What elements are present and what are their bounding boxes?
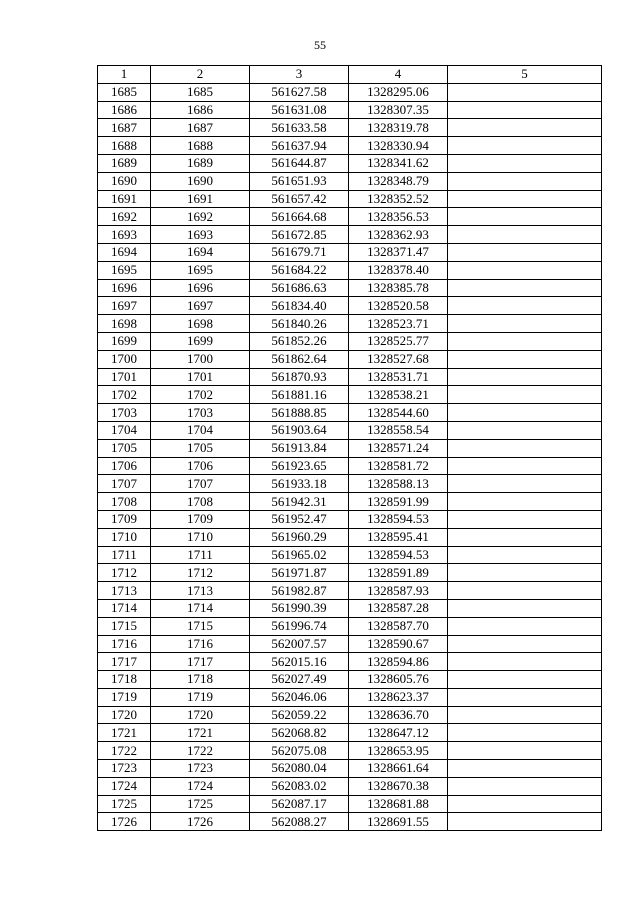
point-id-cell: 1692 <box>151 208 250 226</box>
point-number-cell: 1723 <box>98 760 151 778</box>
point-id-cell: 1701 <box>151 368 250 386</box>
table-row <box>98 671 602 689</box>
table-row <box>98 528 602 546</box>
x-coordinate-cell: 562068.82 <box>250 724 349 742</box>
y-coordinate-cell: 1328594.86 <box>349 653 448 671</box>
note-cell <box>448 386 602 404</box>
point-number-cell: 1710 <box>98 528 151 546</box>
y-coordinate-cell: 1328587.93 <box>349 582 448 600</box>
x-coordinate-cell: 562087.17 <box>250 795 349 813</box>
table-body <box>98 83 602 830</box>
table-row <box>98 208 602 226</box>
column-header-3: 3 <box>250 66 349 84</box>
y-coordinate-cell: 1328581.72 <box>349 457 448 475</box>
y-coordinate-cell: 1328348.79 <box>349 172 448 190</box>
note-cell <box>448 635 602 653</box>
x-coordinate-cell: 562007.57 <box>250 635 349 653</box>
point-id-cell: 1718 <box>151 671 250 689</box>
point-number-cell: 1716 <box>98 635 151 653</box>
note-cell <box>448 564 602 582</box>
point-number-cell: 1690 <box>98 172 151 190</box>
x-coordinate-cell: 562059.22 <box>250 706 349 724</box>
header-row <box>98 66 602 84</box>
point-number-cell: 1706 <box>98 457 151 475</box>
note-cell <box>448 190 602 208</box>
point-id-cell: 1698 <box>151 315 250 333</box>
note-cell <box>448 208 602 226</box>
point-number-cell: 1708 <box>98 493 151 511</box>
note-cell <box>448 421 602 439</box>
note-cell <box>448 119 602 137</box>
table-row <box>98 742 602 760</box>
x-coordinate-cell: 561664.68 <box>250 208 349 226</box>
y-coordinate-cell: 1328385.78 <box>349 279 448 297</box>
note-cell <box>448 332 602 350</box>
point-id-cell: 1724 <box>151 777 250 795</box>
point-id-cell: 1689 <box>151 154 250 172</box>
note-cell <box>448 671 602 689</box>
table-row <box>98 582 602 600</box>
y-coordinate-cell: 1328341.62 <box>349 154 448 172</box>
point-id-cell: 1691 <box>151 190 250 208</box>
y-coordinate-cell: 1328558.54 <box>349 421 448 439</box>
x-coordinate-cell: 562083.02 <box>250 777 349 795</box>
note-cell <box>448 279 602 297</box>
point-id-cell: 1719 <box>151 688 250 706</box>
point-number-cell: 1720 <box>98 706 151 724</box>
point-id-cell: 1710 <box>151 528 250 546</box>
point-id-cell: 1693 <box>151 226 250 244</box>
x-coordinate-cell: 561862.64 <box>250 350 349 368</box>
x-coordinate-cell: 562080.04 <box>250 760 349 778</box>
y-coordinate-cell: 1328636.70 <box>349 706 448 724</box>
table-row <box>98 510 602 528</box>
y-coordinate-cell: 1328591.99 <box>349 493 448 511</box>
y-coordinate-cell: 1328590.67 <box>349 635 448 653</box>
x-coordinate-cell: 561971.87 <box>250 564 349 582</box>
point-number-cell: 1721 <box>98 724 151 742</box>
table-row <box>98 279 602 297</box>
table-row <box>98 546 602 564</box>
point-number-cell: 1696 <box>98 279 151 297</box>
x-coordinate-cell: 561996.74 <box>250 617 349 635</box>
note-cell <box>448 795 602 813</box>
y-coordinate-cell: 1328647.12 <box>349 724 448 742</box>
y-coordinate-cell: 1328594.53 <box>349 510 448 528</box>
table-row <box>98 457 602 475</box>
table-row <box>98 315 602 333</box>
table-row <box>98 635 602 653</box>
point-number-cell: 1686 <box>98 101 151 119</box>
note-cell <box>448 368 602 386</box>
y-coordinate-cell: 1328330.94 <box>349 137 448 155</box>
table-row <box>98 653 602 671</box>
y-coordinate-cell: 1328378.40 <box>349 261 448 279</box>
y-coordinate-cell: 1328591.89 <box>349 564 448 582</box>
note-cell <box>448 493 602 511</box>
y-coordinate-cell: 1328691.55 <box>349 813 448 831</box>
page-number: 55 <box>314 38 326 52</box>
y-coordinate-cell: 1328538.21 <box>349 386 448 404</box>
point-id-cell: 1707 <box>151 475 250 493</box>
note-cell <box>448 350 602 368</box>
point-number-cell: 1689 <box>98 154 151 172</box>
point-number-cell: 1717 <box>98 653 151 671</box>
note-cell <box>448 528 602 546</box>
column-header-4: 4 <box>349 66 448 84</box>
point-id-cell: 1722 <box>151 742 250 760</box>
table-row <box>98 190 602 208</box>
x-coordinate-cell: 562075.08 <box>250 742 349 760</box>
table-row <box>98 226 602 244</box>
point-id-cell: 1721 <box>151 724 250 742</box>
y-coordinate-cell: 1328623.37 <box>349 688 448 706</box>
note-cell <box>448 315 602 333</box>
point-id-cell: 1705 <box>151 439 250 457</box>
note-cell <box>448 226 602 244</box>
x-coordinate-cell: 561686.63 <box>250 279 349 297</box>
x-coordinate-cell: 561982.87 <box>250 582 349 600</box>
point-id-cell: 1706 <box>151 457 250 475</box>
point-id-cell: 1714 <box>151 599 250 617</box>
table-row <box>98 243 602 261</box>
table-row <box>98 368 602 386</box>
point-id-cell: 1686 <box>151 101 250 119</box>
y-coordinate-cell: 1328531.71 <box>349 368 448 386</box>
x-coordinate-cell: 561631.08 <box>250 101 349 119</box>
x-coordinate-cell: 561657.42 <box>250 190 349 208</box>
y-coordinate-cell: 1328319.78 <box>349 119 448 137</box>
y-coordinate-cell: 1328571.24 <box>349 439 448 457</box>
table-row <box>98 83 602 101</box>
x-coordinate-cell: 561637.94 <box>250 137 349 155</box>
table-row <box>98 332 602 350</box>
x-coordinate-cell: 562015.16 <box>250 653 349 671</box>
table-row <box>98 760 602 778</box>
point-id-cell: 1700 <box>151 350 250 368</box>
column-header-5: 5 <box>448 66 602 84</box>
x-coordinate-cell: 561881.16 <box>250 386 349 404</box>
point-number-cell: 1691 <box>98 190 151 208</box>
note-cell <box>448 137 602 155</box>
y-coordinate-cell: 1328587.70 <box>349 617 448 635</box>
x-coordinate-cell: 561942.31 <box>250 493 349 511</box>
column-header-2: 2 <box>151 66 250 84</box>
point-number-cell: 1718 <box>98 671 151 689</box>
point-id-cell: 1720 <box>151 706 250 724</box>
point-number-cell: 1700 <box>98 350 151 368</box>
y-coordinate-cell: 1328681.88 <box>349 795 448 813</box>
note-cell <box>448 404 602 422</box>
y-coordinate-cell: 1328595.41 <box>349 528 448 546</box>
y-coordinate-cell: 1328653.95 <box>349 742 448 760</box>
point-id-cell: 1685 <box>151 83 250 101</box>
table-row <box>98 154 602 172</box>
point-number-cell: 1692 <box>98 208 151 226</box>
point-id-cell: 1694 <box>151 243 250 261</box>
table-row <box>98 564 602 582</box>
note-cell <box>448 546 602 564</box>
point-number-cell: 1695 <box>98 261 151 279</box>
point-id-cell: 1708 <box>151 493 250 511</box>
note-cell <box>448 706 602 724</box>
column-header-1: 1 <box>98 66 151 84</box>
table-row <box>98 119 602 137</box>
point-id-cell: 1704 <box>151 421 250 439</box>
table-row <box>98 813 602 831</box>
point-number-cell: 1725 <box>98 795 151 813</box>
point-number-cell: 1715 <box>98 617 151 635</box>
note-cell <box>448 172 602 190</box>
x-coordinate-cell: 561923.65 <box>250 457 349 475</box>
point-id-cell: 1696 <box>151 279 250 297</box>
point-id-cell: 1702 <box>151 386 250 404</box>
point-id-cell: 1711 <box>151 546 250 564</box>
table-row <box>98 101 602 119</box>
point-number-cell: 1693 <box>98 226 151 244</box>
table-row <box>98 404 602 422</box>
y-coordinate-cell: 1328544.60 <box>349 404 448 422</box>
y-coordinate-cell: 1328605.76 <box>349 671 448 689</box>
x-coordinate-cell: 562088.27 <box>250 813 349 831</box>
x-coordinate-cell: 561834.40 <box>250 297 349 315</box>
point-id-cell: 1688 <box>151 137 250 155</box>
note-cell <box>448 653 602 671</box>
point-id-cell: 1712 <box>151 564 250 582</box>
x-coordinate-cell: 562046.06 <box>250 688 349 706</box>
note-cell <box>448 617 602 635</box>
point-number-cell: 1711 <box>98 546 151 564</box>
point-number-cell: 1714 <box>98 599 151 617</box>
note-cell <box>448 154 602 172</box>
table-row <box>98 137 602 155</box>
y-coordinate-cell: 1328356.53 <box>349 208 448 226</box>
x-coordinate-cell: 561960.29 <box>250 528 349 546</box>
x-coordinate-cell: 561888.85 <box>250 404 349 422</box>
table-row <box>98 421 602 439</box>
table-row <box>98 795 602 813</box>
point-number-cell: 1709 <box>98 510 151 528</box>
point-number-cell: 1712 <box>98 564 151 582</box>
table-row <box>98 617 602 635</box>
note-cell <box>448 439 602 457</box>
point-number-cell: 1702 <box>98 386 151 404</box>
point-number-cell: 1685 <box>98 83 151 101</box>
point-number-cell: 1705 <box>98 439 151 457</box>
note-cell <box>448 297 602 315</box>
note-cell <box>448 760 602 778</box>
point-id-cell: 1715 <box>151 617 250 635</box>
point-number-cell: 1724 <box>98 777 151 795</box>
note-cell <box>448 457 602 475</box>
table-row <box>98 777 602 795</box>
y-coordinate-cell: 1328295.06 <box>349 83 448 101</box>
note-cell <box>448 599 602 617</box>
y-coordinate-cell: 1328352.52 <box>349 190 448 208</box>
y-coordinate-cell: 1328523.71 <box>349 315 448 333</box>
point-number-cell: 1701 <box>98 368 151 386</box>
point-id-cell: 1723 <box>151 760 250 778</box>
table-row <box>98 724 602 742</box>
point-number-cell: 1707 <box>98 475 151 493</box>
y-coordinate-cell: 1328587.28 <box>349 599 448 617</box>
point-number-cell: 1704 <box>98 421 151 439</box>
point-id-cell: 1726 <box>151 813 250 831</box>
point-number-cell: 1713 <box>98 582 151 600</box>
x-coordinate-cell: 561933.18 <box>250 475 349 493</box>
point-number-cell: 1697 <box>98 297 151 315</box>
table-header <box>98 66 602 84</box>
point-id-cell: 1716 <box>151 635 250 653</box>
x-coordinate-cell: 561903.64 <box>250 421 349 439</box>
point-id-cell: 1697 <box>151 297 250 315</box>
point-id-cell: 1690 <box>151 172 250 190</box>
x-coordinate-cell: 561672.85 <box>250 226 349 244</box>
point-number-cell: 1722 <box>98 742 151 760</box>
note-cell <box>448 510 602 528</box>
point-id-cell: 1703 <box>151 404 250 422</box>
point-number-cell: 1694 <box>98 243 151 261</box>
table-row <box>98 599 602 617</box>
x-coordinate-cell: 561651.93 <box>250 172 349 190</box>
point-number-cell: 1726 <box>98 813 151 831</box>
x-coordinate-cell: 562027.49 <box>250 671 349 689</box>
table-row <box>98 297 602 315</box>
point-id-cell: 1717 <box>151 653 250 671</box>
y-coordinate-cell: 1328527.68 <box>349 350 448 368</box>
note-cell <box>448 243 602 261</box>
point-id-cell: 1687 <box>151 119 250 137</box>
y-coordinate-cell: 1328307.35 <box>349 101 448 119</box>
point-number-cell: 1687 <box>98 119 151 137</box>
point-number-cell: 1719 <box>98 688 151 706</box>
point-id-cell: 1695 <box>151 261 250 279</box>
point-number-cell: 1698 <box>98 315 151 333</box>
point-id-cell: 1713 <box>151 582 250 600</box>
note-cell <box>448 742 602 760</box>
x-coordinate-cell: 561627.58 <box>250 83 349 101</box>
x-coordinate-cell: 561990.39 <box>250 599 349 617</box>
y-coordinate-cell: 1328371.47 <box>349 243 448 261</box>
point-number-cell: 1699 <box>98 332 151 350</box>
x-coordinate-cell: 561644.87 <box>250 154 349 172</box>
note-cell <box>448 582 602 600</box>
y-coordinate-cell: 1328362.93 <box>349 226 448 244</box>
x-coordinate-cell: 561965.02 <box>250 546 349 564</box>
note-cell <box>448 777 602 795</box>
note-cell <box>448 83 602 101</box>
note-cell <box>448 475 602 493</box>
y-coordinate-cell: 1328525.77 <box>349 332 448 350</box>
note-cell <box>448 688 602 706</box>
point-id-cell: 1725 <box>151 795 250 813</box>
table-row <box>98 706 602 724</box>
coordinates-table <box>97 65 602 831</box>
table-row <box>98 350 602 368</box>
table-row <box>98 439 602 457</box>
point-id-cell: 1699 <box>151 332 250 350</box>
y-coordinate-cell: 1328520.58 <box>349 297 448 315</box>
x-coordinate-cell: 561913.84 <box>250 439 349 457</box>
point-number-cell: 1688 <box>98 137 151 155</box>
x-coordinate-cell: 561679.71 <box>250 243 349 261</box>
point-number-cell: 1703 <box>98 404 151 422</box>
table-row <box>98 261 602 279</box>
x-coordinate-cell: 561870.93 <box>250 368 349 386</box>
table-row <box>98 688 602 706</box>
note-cell <box>448 101 602 119</box>
table-row <box>98 386 602 404</box>
table-row <box>98 475 602 493</box>
note-cell <box>448 261 602 279</box>
y-coordinate-cell: 1328594.53 <box>349 546 448 564</box>
table-row <box>98 172 602 190</box>
x-coordinate-cell: 561952.47 <box>250 510 349 528</box>
y-coordinate-cell: 1328670.38 <box>349 777 448 795</box>
y-coordinate-cell: 1328588.13 <box>349 475 448 493</box>
note-cell <box>448 813 602 831</box>
table-row <box>98 493 602 511</box>
point-id-cell: 1709 <box>151 510 250 528</box>
y-coordinate-cell: 1328661.64 <box>349 760 448 778</box>
x-coordinate-cell: 561852.26 <box>250 332 349 350</box>
note-cell <box>448 724 602 742</box>
x-coordinate-cell: 561633.58 <box>250 119 349 137</box>
x-coordinate-cell: 561840.26 <box>250 315 349 333</box>
x-coordinate-cell: 561684.22 <box>250 261 349 279</box>
